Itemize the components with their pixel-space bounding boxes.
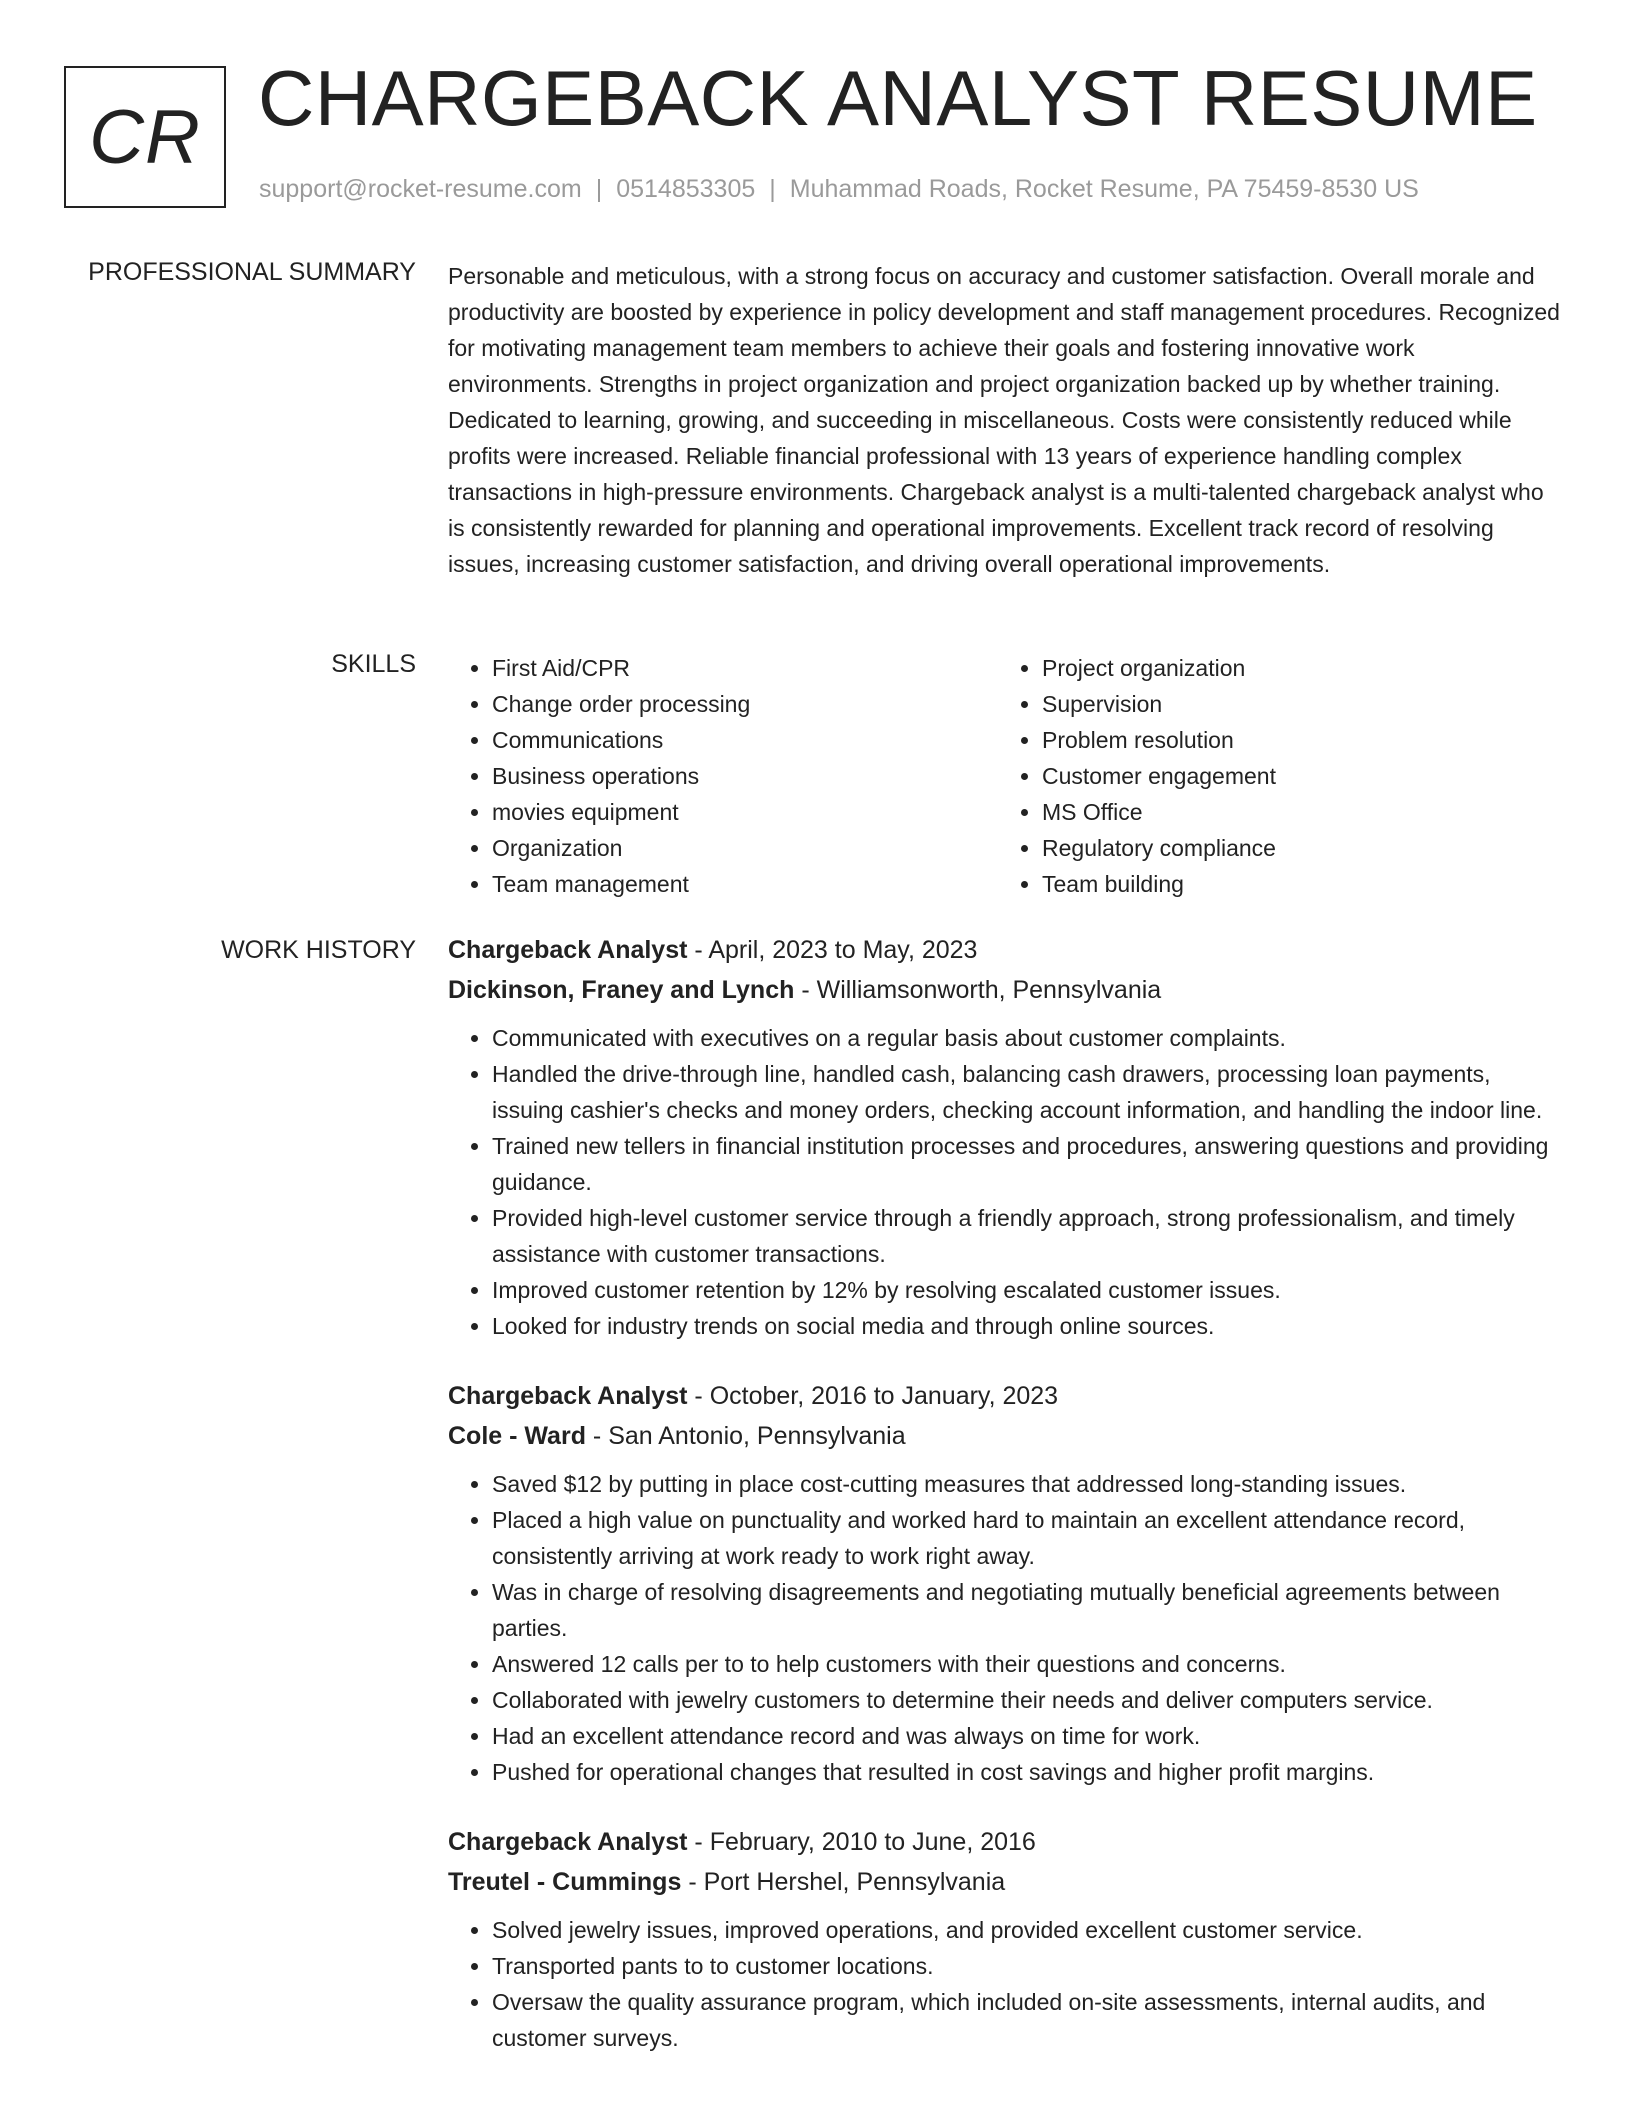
job-dates: October, 2016 to January, 2023 <box>709 1382 1059 1410</box>
job-location: Williamsonworth, Pennsylvania <box>816 976 1162 1004</box>
job-bullet: • Saved $12 by putting in place cost-cutting measures that addressed long-standing issues. <box>492 1466 1564 1502</box>
job-title-line <box>448 1376 1564 1416</box>
summary-text: Personable and meticulous, with a strong focus on accuracy and customer satisfaction. Overall morale and productivity are boosted by experience in policy development and staff management procedures. Recognized for motivating management team members to achieve their goals and fostering innovative work environments. Strengths in project organization and project organization backed up by whether training. Dedicated to learning, growing, and succeeding in miscellaneous. Costs were consistently reduced while profits were increased. Reliable financial professional with 13 years of experience handling complex transactions in high-pressure environments. Chargeback analyst is a multi-talented chargeback analyst who is consistently rewarded for planning and operational improvements. Excellent track record of resolving issues, increasing customer satisfaction, and driving overall operational improvements. <box>448 263 1560 577</box>
job-bullet: • Had an excellent attendance record and was always on time for work. <box>492 1718 1564 1754</box>
job-bullet: • Handled the drive-through line, handled cash, balancing cash drawers, processing loan payments, issuing cashier's checks and money orders, checking account information, and handling the indoor line. <box>492 1056 1564 1128</box>
contact-email: support@rocket-resume.com <box>259 175 582 203</box>
job-location: Port Hershel, Pennsylvania <box>703 1868 1006 1896</box>
job-bullet: • Was in charge of resolving disagreements and negotiating mutually beneficial agreements between parties. <box>492 1574 1564 1646</box>
contact-separator: | <box>769 175 776 203</box>
job-bullet: • Placed a high value on punctuality and worked hard to maintain an excellent attendance record, consistently arriving at work ready to work right away. <box>492 1502 1564 1574</box>
skill-item: • MS Office <box>1042 794 1548 830</box>
skill-item: • First Aid/CPR <box>492 650 998 686</box>
job-dash: - <box>688 1868 697 1896</box>
skill-item: • Supervision <box>1042 686 1548 722</box>
skills-list-left <box>448 650 998 902</box>
skill-item: • Customer engagement <box>1042 758 1548 794</box>
resume-title: CHARGEBACK ANALYST RESUME <box>258 54 1538 142</box>
contact-line <box>259 175 1419 204</box>
job-bullet: • Collaborated with jewelry customers to determine their needs and deliver computers service. <box>492 1682 1564 1718</box>
job-bullet: • Pushed for operational changes that resulted in cost savings and higher profit margins. <box>492 1754 1564 1790</box>
skill-item: • Team management <box>492 866 998 902</box>
job-title: Chargeback Analyst <box>448 1382 688 1410</box>
job-company-line <box>448 1416 1564 1456</box>
job-bullet: • Oversaw the quality assurance program, which included on-site assessments, internal audits, and customer surveys. <box>492 1984 1564 2056</box>
job-entry <box>448 1822 1564 2056</box>
job-bullet: • Improved customer retention by 12% by resolving escalated customer issues. <box>492 1272 1564 1308</box>
summary-body <box>448 258 1564 582</box>
job-bullets <box>448 1912 1564 2056</box>
job-entry <box>448 1376 1564 1790</box>
job-dash: - <box>592 1422 602 1450</box>
job-dash: - <box>694 1382 703 1410</box>
skill-item: • Organization <box>492 830 998 866</box>
skills-label: SKILLS <box>331 650 416 678</box>
contact-phone: 0514853305 <box>616 175 756 203</box>
skill-item: • Project organization <box>1042 650 1548 686</box>
work-history-body <box>448 930 1564 2088</box>
job-bullet: • Answered 12 calls per to to help customers with their questions and concerns. <box>492 1646 1564 1682</box>
job-company: Treutel - Cummings <box>448 1868 682 1896</box>
job-bullet: • Solved jewelry issues, improved operations, and provided excellent customer service. <box>492 1912 1564 1948</box>
skill-item: • Regulatory compliance <box>1042 830 1548 866</box>
job-bullets <box>448 1020 1564 1344</box>
skill-item: • Problem resolution <box>1042 722 1548 758</box>
job-title: Chargeback Analyst <box>448 1828 688 1856</box>
job-bullets <box>448 1466 1564 1790</box>
job-location: San Antonio, Pennsylvania <box>608 1422 906 1450</box>
job-dash: - <box>801 976 810 1004</box>
skill-item: • Communications <box>492 722 998 758</box>
skill-item: • Change order processing <box>492 686 998 722</box>
job-company-line <box>448 1862 1564 1902</box>
monogram-initials: CR <box>89 94 201 180</box>
skills-list-right <box>998 650 1548 902</box>
job-company: Dickinson, Franey and Lynch <box>448 976 795 1004</box>
job-company: Cole - Ward <box>448 1422 586 1450</box>
job-bullet: • Provided high-level customer service through a friendly approach, strong professionalism, and timely assistance with customer transactions. <box>492 1200 1564 1272</box>
job-dates: April, 2023 to May, 2023 <box>708 936 978 964</box>
job-dash: - <box>694 1828 703 1856</box>
job-title: Chargeback Analyst <box>448 936 688 964</box>
job-title-line <box>448 930 1564 970</box>
monogram-box <box>64 66 226 208</box>
job-dash: - <box>694 936 703 964</box>
job-title-line <box>448 1822 1564 1862</box>
contact-address: Muhammad Roads, Rocket Resume, PA 75459-8530 US <box>789 175 1419 203</box>
job-bullet: • Communicated with executives on a regular basis about customer complaints. <box>492 1020 1564 1056</box>
job-company-line <box>448 970 1564 1010</box>
job-bullet: • Transported pants to to customer locations. <box>492 1948 1564 1984</box>
contact-separator: | <box>595 175 603 203</box>
summary-label: PROFESSIONAL SUMMARY <box>88 258 416 286</box>
job-bullet: • Looked for industry trends on social media and through online sources. <box>492 1308 1564 1344</box>
work-history-label: WORK HISTORY <box>221 936 416 964</box>
skill-item: • movies equipment <box>492 794 998 830</box>
job-entry <box>448 930 1564 1344</box>
job-dates: February, 2010 to June, 2016 <box>709 1828 1036 1856</box>
skills-body <box>448 650 1564 902</box>
skill-item: • Team building <box>1042 866 1548 902</box>
job-bullet: • Trained new tellers in financial institution processes and procedures, answering questions and providing guidance. <box>492 1128 1564 1200</box>
skill-item: • Business operations <box>492 758 998 794</box>
